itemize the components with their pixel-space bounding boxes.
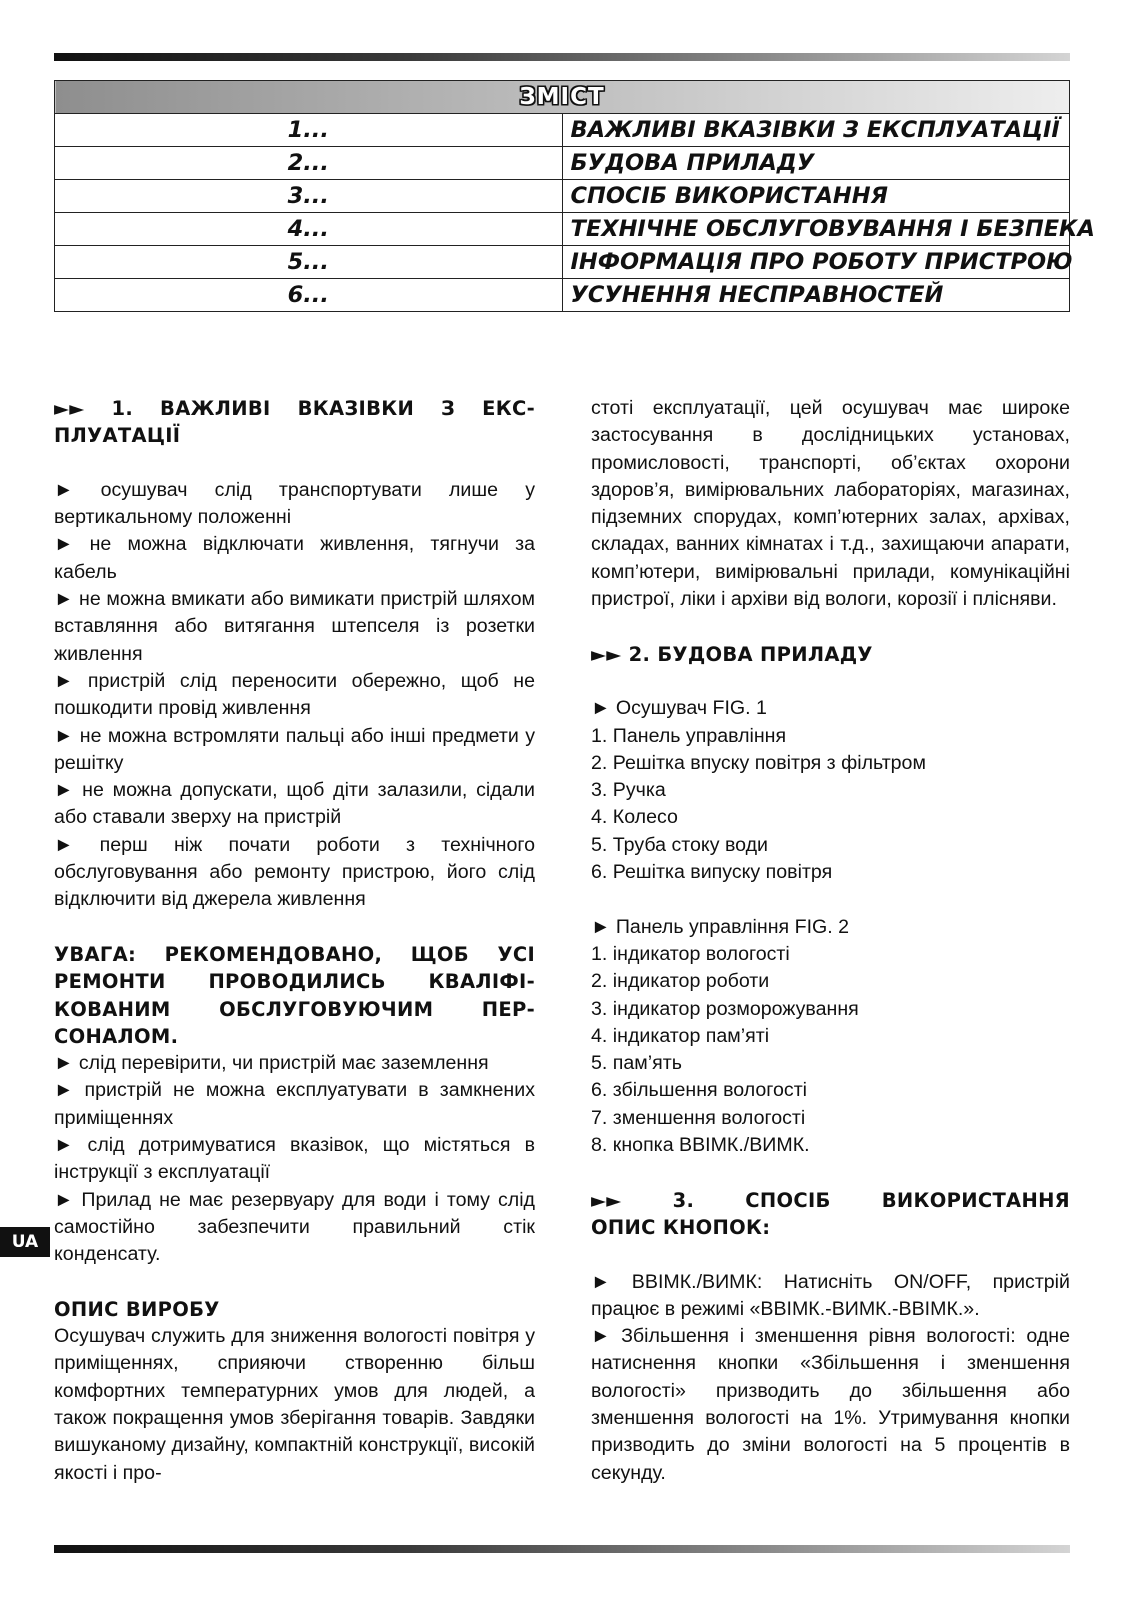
toc-row xyxy=(55,180,1070,213)
spacer xyxy=(591,886,1070,913)
fig2-item: 7. зменшення вологості xyxy=(591,1106,806,1129)
section-2-heading: ►► 2. БУДОВА ПРИЛАДУ xyxy=(591,642,873,666)
toc-row xyxy=(55,279,1070,312)
safety-item: ► не можна вмикати або вимикати пристрій шляхом вставляння або витягання штепселя із розетки живлення xyxy=(54,588,535,665)
bottom-decorative-rule xyxy=(54,1545,1070,1553)
toc-row-title: ТЕХНІЧНЕ ОБСЛУГОВУВАННЯ І БЕЗПЕКА xyxy=(562,213,1070,246)
fig1-item: 3. Ручка xyxy=(591,779,666,802)
safety-item: ► не можна встромляти пальці або інші предмети у решітку xyxy=(54,724,535,774)
warning-heading-line: СОНАЛОМ. xyxy=(54,1024,179,1048)
spacer xyxy=(54,450,535,477)
warning-item: ► Прилад не має резервуару для води і тому слід самостійно забезпечити правильний стік конденсату. xyxy=(54,1188,535,1266)
fig1-item: 1. Панель управління xyxy=(591,724,787,747)
fig2-item: 3. індикатор розморожування xyxy=(591,997,859,1020)
fig2-item: 4. індикатор пам’яті xyxy=(591,1024,770,1047)
warning-item: ► пристрій не можна експлуатувати в замкнених приміщеннях xyxy=(54,1079,535,1129)
toc-row-number: 5... xyxy=(55,246,563,279)
product-description-text: Осушувач служить для зниження вологості повітря у приміщеннях, сприяючи створенню більш комфортних температурних умов для людей, а також покращення умов зберігання товарів. Завдяки вишуканому дизайну, компактній конструкції, високій якості і про- xyxy=(54,1325,535,1484)
fig1-item: 5. Труба стоку води xyxy=(591,833,768,856)
fig2-title: ► Панель управління FIG. 2 xyxy=(591,915,850,938)
spacer xyxy=(591,668,1070,695)
spacer xyxy=(591,613,1070,640)
fig1-item: 2. Решітка впуску повітря з фільтром xyxy=(591,751,926,774)
toc-row-title: УСУНЕННЯ НЕСПРАВНОСТЕЙ xyxy=(562,279,1070,312)
warning-heading-line: КОВАНИМ ОБСЛУГОВУЮЧИМ ПЕР- xyxy=(54,997,535,1021)
fig2-item: 5. пам’ять xyxy=(591,1052,682,1075)
warning-heading-line: РЕМОНТИ ПРОВОДИЛИСЬ КВАЛІФІ- xyxy=(54,970,535,994)
language-badge: UA xyxy=(0,1227,50,1257)
toc-row-title: СПОСІБ ВИКОРИСТАННЯ xyxy=(562,180,1070,213)
toc-row-number: 3... xyxy=(55,180,563,213)
safety-item: ► пристрій слід переносити обережно, щоб не пошкодити провід живлення xyxy=(54,669,535,720)
toc-row xyxy=(55,147,1070,180)
left-column xyxy=(54,395,535,1487)
fig1-item: 4. Колесо xyxy=(591,806,678,829)
toc-row xyxy=(55,213,1070,246)
toc-row xyxy=(55,114,1070,147)
product-description-text-continued: стоті експлуатації, цей осушувач має широке застосування в дослідницьких установах, промисловості, транспорті, об’єктах охорони здоров’я, вимірювальних лабораторіях, магазинах, підземних спорудах, комп’ютерних залах, архівах, складах, ванних кімнатах і т.д., захищаючи апарати, комп’ютери, вимірювальні прилади, комунікаційні пристрої, ліки і архіви від вологи, корозії і плісняви. xyxy=(591,397,1070,611)
toc-row-number: 2... xyxy=(55,147,563,180)
table-of-contents xyxy=(54,80,1095,312)
section-1-heading: ►► 1. ВАЖЛИВІ ВКАЗІВКИ З ЕКС-ПЛУАТАЦІЇ xyxy=(54,397,535,448)
product-description-heading: ОПИС ВИРОБУ xyxy=(54,1297,220,1321)
spacer xyxy=(54,1269,535,1296)
fig2-item: 2. індикатор роботи xyxy=(591,970,770,993)
toc-row xyxy=(55,246,1070,279)
top-decorative-rule xyxy=(54,53,1070,61)
fig2-item: 8. кнопка ВВІМК./ВИМК. xyxy=(591,1134,810,1157)
fig2-item: 1. індикатор вологості xyxy=(591,942,790,965)
warning-heading-line: УВАГА: РЕКОМЕНДОВАНО, ЩОБ УСІ xyxy=(54,942,535,966)
right-column xyxy=(591,395,1070,1487)
fig1-item: 6. Решітка випуску повітря xyxy=(591,861,833,884)
spacer xyxy=(54,914,535,941)
usage-item: ► ВВІМК./ВИМК: Натисніть ON/OFF, пристрій працює в режимі «ВВІМК.-ВИМК.-ВВІМК.». xyxy=(591,1270,1070,1320)
toc-row-title: ІНФОРМАЦІЯ ПРО РОБОТУ ПРИСТРОЮ xyxy=(562,246,1070,279)
toc-row-number: 1... xyxy=(55,114,563,147)
spacer xyxy=(591,1159,1070,1186)
spacer xyxy=(591,1241,1070,1268)
buttons-description-heading: ОПИС КНОПОК: xyxy=(591,1215,771,1239)
safety-item: ► осушувач слід транспортувати лише у вертикальному положенні xyxy=(54,478,535,529)
safety-item: ► не можна допускати, щоб діти залазили, сідали або ставали зверху на пристрій xyxy=(54,779,535,829)
toc-row-title: БУДОВА ПРИЛАДУ xyxy=(562,147,1070,180)
fig2-item: 6. збільшення вологості xyxy=(591,1079,808,1102)
section-3-heading: ►► 3. СПОСІБ ВИКОРИСТАННЯ xyxy=(591,1188,1070,1212)
usage-item: ► Збільшення і зменшення рівня вологості: одне натиснення кнопки «Збільшення і зменшення вологості» призводить до збільшення або зменшення вологості на 1%. Утримування кнопки призводить до зміни вологості на 5 процентів в секунду. xyxy=(591,1325,1070,1484)
fig1-title: ► Осушувач FIG. 1 xyxy=(591,697,767,720)
toc-row-number: 4... xyxy=(55,213,563,246)
toc-row-number: 6... xyxy=(55,279,563,312)
toc-heading-text: ЗМІСТ xyxy=(519,84,605,110)
toc-row-title: ВАЖЛИВІ ВКАЗІВКИ З ЕКСПЛУАТАЦІЇ xyxy=(562,114,1070,147)
safety-item: ► не можна відключати живлення, тягнучи за кабель xyxy=(54,533,535,583)
warning-item: ► слід дотримуватися вказівок, що містяться в інструкції з експлуатації xyxy=(54,1134,535,1184)
safety-item: ► перш ніж почати роботи з технічного обслуговування або ремонту пристрою, його слід відключити від джерела живлення xyxy=(54,833,535,911)
toc-heading xyxy=(55,81,1070,114)
warning-item: ► слід перевірити, чи пристрій має заземлення xyxy=(54,1052,489,1075)
